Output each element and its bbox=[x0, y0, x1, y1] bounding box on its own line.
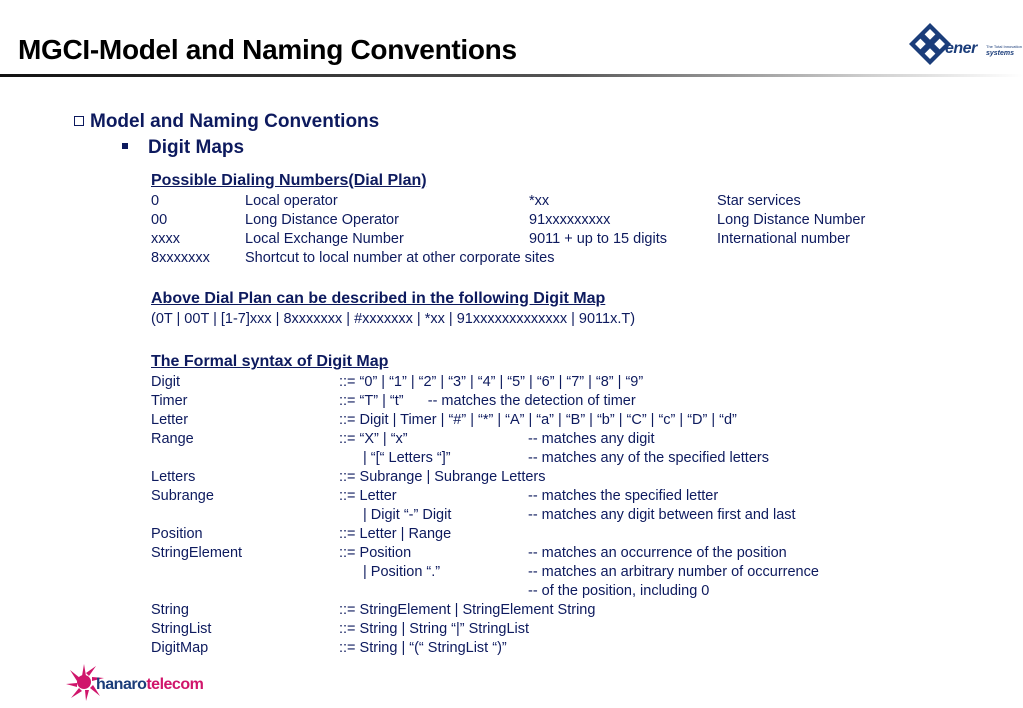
syntax-def: ::= Letter bbox=[339, 488, 397, 504]
xener-logo-word: ener bbox=[945, 40, 977, 57]
syntax-def: ::= “X” | “x” bbox=[339, 431, 408, 447]
heading-level1-text: Model and Naming Conventions bbox=[90, 111, 380, 132]
syntax-def: | “[“ Letters “]” bbox=[363, 450, 451, 466]
syntax-def: ::= String | String “|” StringList bbox=[339, 621, 530, 637]
hanaro-wordmark-part2: telecom bbox=[146, 676, 204, 693]
dial-plan-desc2: Long Distance Number bbox=[717, 212, 866, 228]
syntax-term: Letter bbox=[151, 412, 189, 428]
syntax-term: Range bbox=[151, 431, 194, 447]
hanaro-telecom-wordmark bbox=[96, 676, 203, 694]
syntax-def: ::= “0” | “1” | “2” | “3” | “4” | “5” | “6” | “7” | “8” | “9” bbox=[339, 374, 644, 390]
square-bullet-icon bbox=[122, 143, 128, 149]
syntax-term: Digit bbox=[151, 374, 181, 390]
dial-plan-code: xxxx bbox=[151, 231, 180, 247]
heading-level1 bbox=[74, 111, 379, 133]
syntax-comment: -- matches any digit between first and last bbox=[528, 507, 796, 523]
syntax-title: The Formal syntax of Digit Map bbox=[151, 353, 389, 370]
syntax-term: Position bbox=[151, 526, 203, 542]
dial-plan-desc: Shortcut to local number at other corporate sites bbox=[245, 250, 555, 266]
syntax-def: ::= Position bbox=[339, 545, 412, 561]
syntax-def: | Position “.” bbox=[363, 564, 441, 580]
syntax-term: StringList bbox=[151, 621, 212, 637]
dial-plan-title: Possible Dialing Numbers(Dial Plan) bbox=[151, 172, 427, 189]
hanaro-wordmark-part1: hanaro bbox=[96, 676, 147, 693]
syntax-comment: -- matches the specified letter bbox=[528, 488, 719, 504]
syntax-def: | Digit “-” Digit bbox=[363, 507, 452, 523]
syntax-term: Letters bbox=[151, 469, 196, 485]
syntax-comment: -- matches any of the specified letters bbox=[528, 450, 769, 466]
xener-logo-tagline: The Total Innovation bbox=[986, 44, 1022, 49]
checkbox-bullet-icon bbox=[74, 116, 84, 126]
heading-level2 bbox=[122, 137, 244, 159]
dial-plan-code: 8xxxxxxx bbox=[151, 250, 210, 266]
syntax-def: ::= Digit | Timer | “#” | “*” | “A” | “a” | “B” | “b” | “C” | “c” | “D” | “d” bbox=[339, 412, 737, 428]
syntax-term: Subrange bbox=[151, 488, 214, 504]
dial-plan-desc: Long Distance Operator bbox=[245, 212, 399, 228]
digit-map-title: Above Dial Plan can be described in the following Digit Map bbox=[151, 290, 606, 307]
syntax-comment: -- of the position, including 0 bbox=[528, 583, 710, 599]
syntax-term: StringElement bbox=[151, 545, 243, 561]
xener-logo-systems: systems bbox=[986, 50, 1015, 57]
syntax-def: ::= String | “(“ StringList “)” bbox=[339, 640, 507, 656]
syntax-def: ::= Letter | Range bbox=[339, 526, 452, 542]
dial-plan-code: 0 bbox=[151, 193, 160, 209]
dial-plan-code2: 91xxxxxxxxx bbox=[529, 212, 611, 228]
digit-map-expression: (0T | 00T | [1-7]xxx | 8xxxxxxx | #xxxxxxx | *xx | 91xxxxxxxxxxxxx | 9011x.T) bbox=[151, 311, 636, 327]
syntax-term: Timer bbox=[151, 393, 188, 409]
syntax-comment: -- matches an occurrence of the position bbox=[528, 545, 787, 561]
title-divider bbox=[0, 74, 1023, 77]
syntax-term: DigitMap bbox=[151, 640, 209, 656]
syntax-comment: -- matches an arbitrary number of occurrence bbox=[528, 564, 819, 580]
heading-level2-text: Digit Maps bbox=[148, 137, 245, 158]
syntax-comment: -- matches any digit bbox=[528, 431, 655, 447]
dial-plan-code2: 9011 + up to 15 digits bbox=[529, 231, 667, 247]
dial-plan-desc2: Star services bbox=[717, 193, 801, 209]
xener-logo bbox=[908, 22, 1022, 68]
syntax-def: ::= StringElement | StringElement String bbox=[339, 602, 596, 618]
dial-plan-code: 00 bbox=[151, 212, 168, 228]
slide-title: MGCI-Model and Naming Conventions bbox=[18, 34, 517, 65]
syntax-def: ::= “T” | “t” -- matches the detection of timer bbox=[339, 393, 636, 409]
syntax-def: ::= Subrange | Subrange Letters bbox=[339, 469, 546, 485]
dial-plan-code2: *xx bbox=[529, 193, 550, 209]
hanaro-telecom-logo bbox=[66, 660, 246, 704]
syntax-term: String bbox=[151, 602, 189, 618]
dial-plan-desc: Local operator bbox=[245, 193, 338, 209]
dial-plan-desc2: International number bbox=[717, 231, 850, 247]
dial-plan-desc: Local Exchange Number bbox=[245, 231, 404, 247]
